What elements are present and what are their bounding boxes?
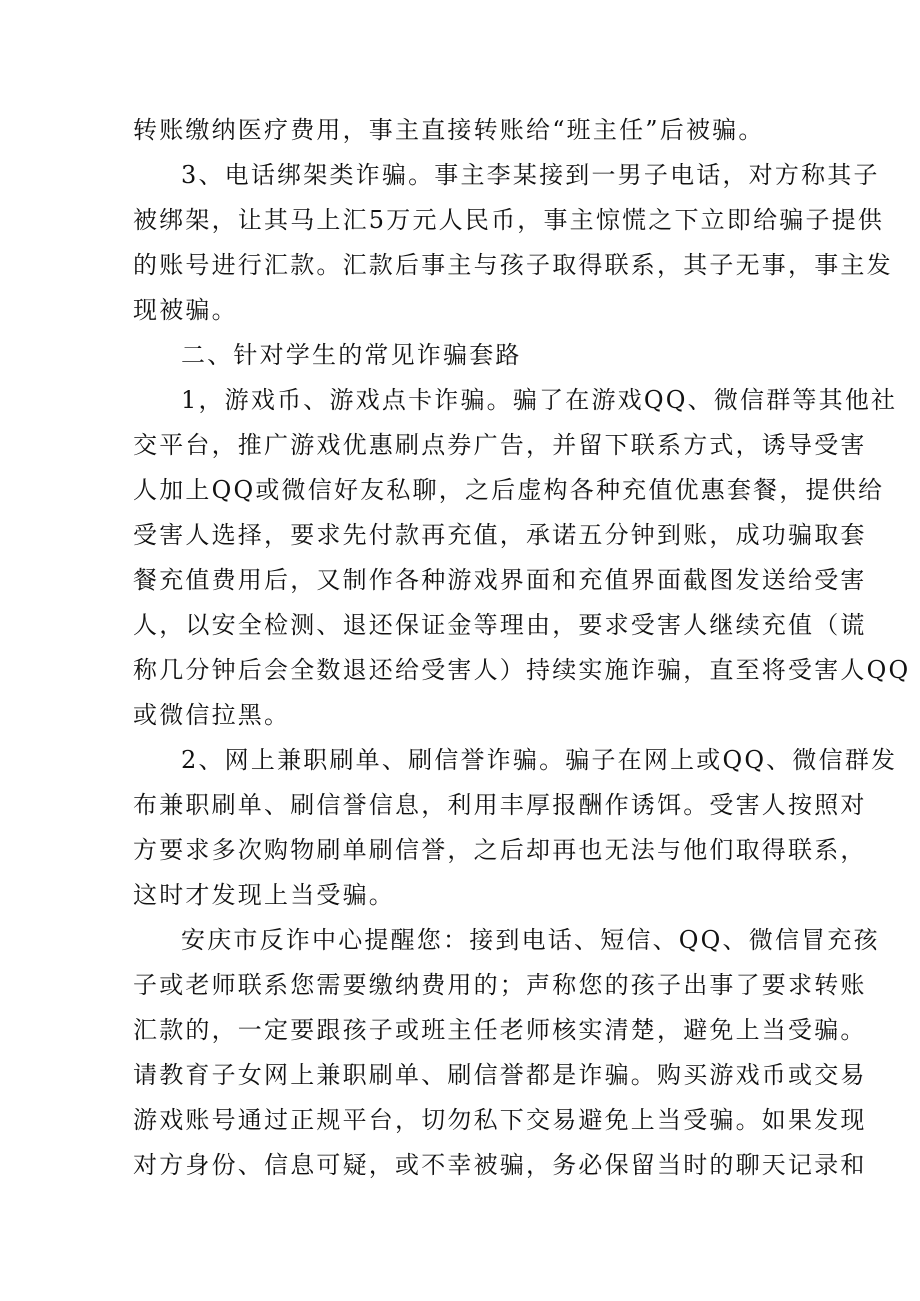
paragraph-part-time-scam (133, 738, 898, 918)
text-line: 受害人选择，要求先付款再充值，承诺五分钟到账，成功骗取套 (133, 521, 867, 549)
text-line: 对方身份、信息可疑，或不幸被骗，务必保留当时的聊天记录和 (133, 1151, 867, 1179)
paragraph-anti-fraud-reminder (133, 918, 880, 1188)
text-line: 人，以安全检测、退还保证金等理由，要求受害人继续充值（谎 (133, 611, 867, 639)
paragraph-kidnap-scam (133, 153, 893, 333)
text-line: 布兼职刷单、刷信誉信息，利用丰厚报酬作诱饵。受害人按照对 (133, 791, 867, 819)
paragraph-game-currency-scam (133, 378, 911, 738)
heading-text: 二、针对学生的常见诈骗套路 (181, 341, 522, 369)
text-line: 方要求多次购物刷单刷信誉，之后却再也无法与他们取得联系， (133, 836, 867, 864)
text-line: 人加上QQ或微信好友私聊，之后虚构各种充值优惠套餐，提供给 (133, 476, 885, 504)
text-line: 游戏账号通过正规平台，切勿私下交易避免上当受骗。如果发现 (133, 1106, 867, 1134)
text-line: 1，游戏币、游戏点卡诈骗。骗了在游戏QQ、微信群等其他社 (181, 386, 898, 414)
text-line: 子或老师联系您需要缴纳费用的；声称您的孩子出事了要求转账 (133, 971, 867, 999)
text-line: 现被骗。 (133, 296, 238, 324)
document-body (133, 108, 911, 1188)
text-line: 被绑架，让其马上汇5万元人民币，事主惊慌之下立即给骗子提供 (133, 206, 885, 234)
text-line: 安庆市反诈中心提醒您：接到电话、短信、QQ、微信冒充孩 (181, 926, 880, 954)
text-line: 称几分钟后会全数退还给受害人）持续实施诈骗，直至将受害人QQ (133, 656, 911, 684)
text-line: 3、电话绑架类诈骗。事主李某接到一男子电话，对方称其子 (181, 161, 880, 189)
text-line: 或微信拉黑。 (133, 701, 291, 729)
text-line: 交平台，推广游戏优惠刷点券广告，并留下联系方式，诱导受害 (133, 431, 867, 459)
text-line: 转账缴纳医疗费用，事主直接转账给“班主任”后被骗。 (133, 116, 765, 144)
text-line: 请教育子女网上兼职刷单、刷信誉都是诈骗。购买游戏币或交易 (133, 1061, 867, 1089)
text-line: 餐充值费用后，又制作各种游戏界面和充值界面截图发送给受害 (133, 566, 867, 594)
text-line: 汇款的，一定要跟孩子或班主任老师核实清楚，避免上当受骗。 (133, 1016, 867, 1044)
text-line: 这时才发现上当受骗。 (133, 881, 395, 909)
paragraph-continuation (133, 108, 793, 153)
text-line: 的账号进行汇款。汇款后事主与孩子取得联系，其子无事，事主发 (133, 251, 893, 279)
section-heading (133, 333, 793, 378)
text-line: 2、网上兼职刷单、刷信誉诈骗。骗子在网上或QQ、微信群发 (181, 746, 898, 774)
